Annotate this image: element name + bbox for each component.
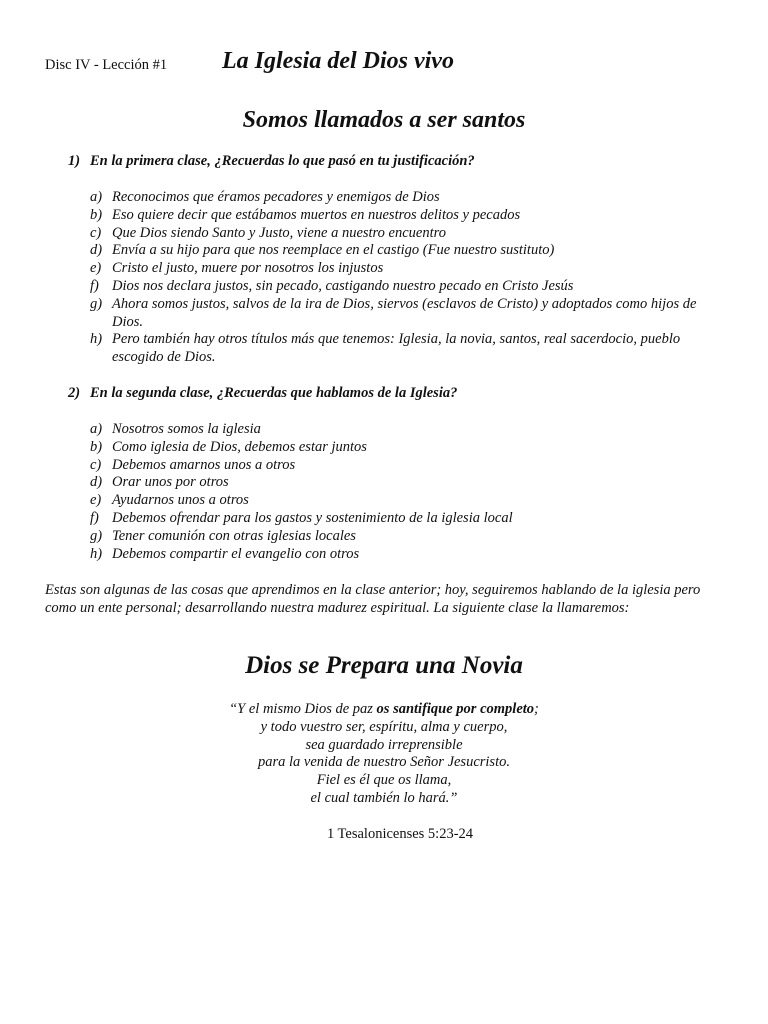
list-item [90,260,730,278]
verse-line [0,701,768,719]
list-item [90,474,730,492]
question-1-list [90,189,730,367]
verse-line: y todo vuestro ser, espíritu, alma y cuerpo, [260,718,508,735]
item-letter: a) [90,189,103,205]
bible-verse [0,701,768,808]
verse-line: el cual también lo hará.” [310,789,458,806]
list-item [90,492,730,510]
intro-paragraph: Estas son algunas de las cosas que aprendimos en la clase anterior; hoy, seguiremos hablando de la iglesia pero como un ente personal; desarrollando nuestra madurez espiritual. La siguiente clase la llamaremos: [45,582,701,616]
item-text: Tener comunión con otras iglesias locales [112,527,356,544]
verse-line: para la venida de nuestro Señor Jesucristo. [258,754,510,771]
verse-text: “Y el mismo Dios de paz [229,701,377,717]
list-item [90,296,730,332]
list-item [90,331,730,367]
item-text: Ahora somos justos, salvos de la ira de Dios, siervos (esclavos de Cristo) y adoptados como hijos de Dios. [112,295,697,330]
item-text: Ayudarnos unos a otros [112,492,249,509]
item-letter: h) [90,331,103,348]
item-letter: c) [90,456,102,473]
item-text: Orar unos por otros [112,474,229,491]
document-subtitle: Somos llamados a ser santos [242,107,526,133]
item-letter: e) [90,260,102,277]
list-item [90,207,730,225]
list-item [90,421,730,439]
verse-text: ; [534,701,539,717]
verse-line: sea guardado irreprensible [305,736,463,753]
item-letter: f) [90,509,99,526]
item-letter: d) [90,242,103,259]
list-item [90,242,730,260]
question-number: 1) [68,153,81,169]
document-header [45,48,723,80]
course-label: Disc IV - Lección #1 [45,57,168,73]
question-2 [68,385,457,402]
list-item [90,225,730,243]
verse-line: Fiel es él que os llama, [316,772,452,789]
list-item [90,457,730,475]
question-number: 2) [68,385,81,401]
item-text: Debemos ofrendar para los gastos y sostenimiento de la iglesia local [112,509,513,526]
list-item [90,189,730,207]
verse-reference: 1 Tesalonicenses 5:23-24 [326,826,474,842]
list-item [90,439,730,457]
item-text: Que Dios siendo Santo y Justo, viene a nuestro encuentro [112,224,446,241]
question-text: En la segunda clase, ¿Recuerdas que hablamos de la Iglesia? [90,385,458,401]
list-item [90,546,730,564]
item-letter: h) [90,545,103,562]
question-text: En la primera clase, ¿Recuerdas lo que pasó en tu justificación? [90,153,475,169]
item-text: Eso quiere decir que estábamos muertos en nuestros delitos y pecados [112,206,521,223]
question-1 [68,153,475,170]
item-text: Pero también hay otros títulos más que tenemos: Iglesia, la novia, santos, real sacerdocio, pueblo escogido de Dios. [112,331,681,366]
section-title: Dios se Prepara una Novia [245,652,523,679]
list-item [90,278,730,296]
item-letter: b) [90,206,103,223]
document-title: La Iglesia del Dios vivo [222,48,454,74]
item-text: Nosotros somos la iglesia [112,421,261,437]
item-letter: d) [90,474,103,491]
item-text: Debemos compartir el evangelio con otros [112,545,360,562]
item-text: Dios nos declara justos, sin pecado, castigando nuestro pecado en Cristo Jesús [112,277,574,294]
list-item [90,510,730,528]
item-letter: g) [90,527,103,544]
item-letter: b) [90,438,103,455]
item-text: Cristo el justo, muere por nosotros los injustos [112,260,384,277]
item-text: Debemos amarnos unos a otros [112,456,296,473]
item-text: Como iglesia de Dios, debemos estar juntos [112,438,367,455]
item-letter: e) [90,492,102,509]
verse-emphasis: os santifique por completo [376,701,535,717]
question-2-list [90,421,730,563]
item-letter: g) [90,295,103,312]
item-letter: c) [90,224,102,241]
list-item [90,528,730,546]
item-letter: a) [90,421,103,437]
item-text: Envía a su hijo para que nos reemplace en el castigo (Fue nuestro sustituto) [112,242,555,259]
item-letter: f) [90,277,99,294]
item-text: Reconocimos que éramos pecadores y enemigos de Dios [112,189,440,205]
